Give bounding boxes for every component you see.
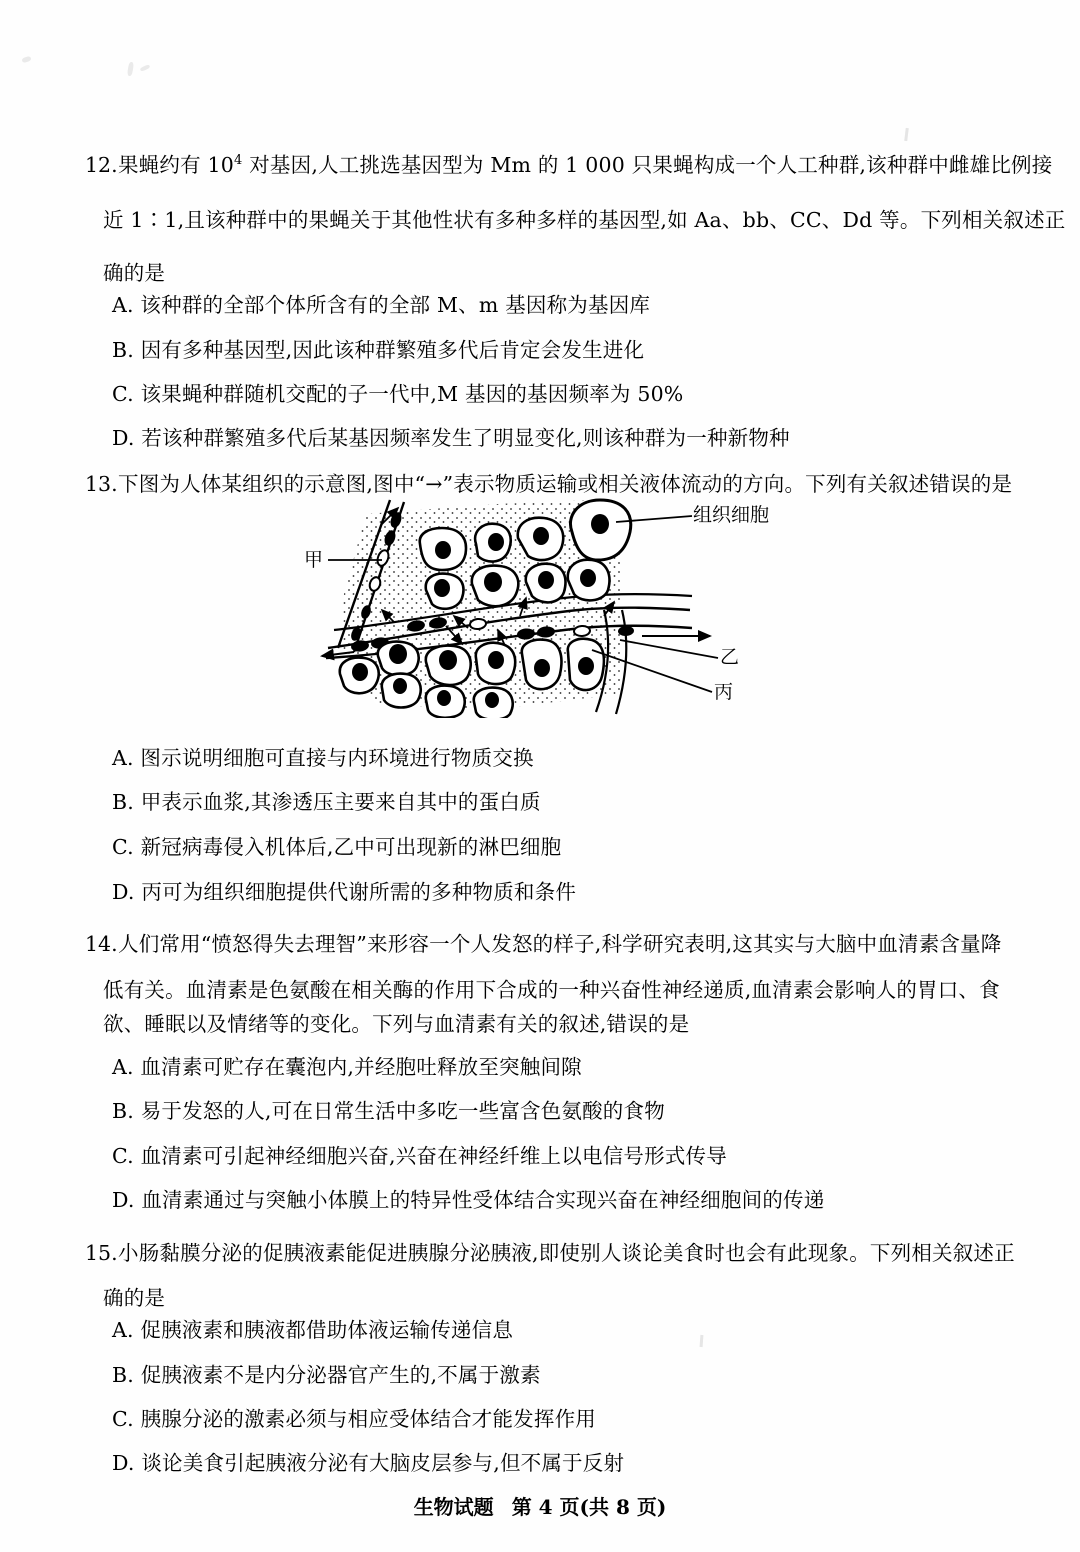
question-13-option-b[interactable]: B. 甲表示血浆,其渗透压主要来自其中的蛋白质 xyxy=(112,790,541,814)
scan-artifact xyxy=(140,64,151,72)
question-12-option-c[interactable]: C. 该果蝇种群随机交配的子一代中,M 基因的基因频率为 50% xyxy=(112,382,684,406)
cell-nucleus xyxy=(488,651,504,669)
question-13-number: 13. xyxy=(85,472,118,496)
cell-nucleus xyxy=(437,690,451,706)
cell-nucleus xyxy=(435,541,451,559)
figure-label-bing: 丙 xyxy=(714,681,734,703)
page-footer xyxy=(0,1497,1080,1517)
question-14-option-b[interactable]: B. 易于发怒的人,可在日常生活中多吃一些富含色氨酸的食物 xyxy=(112,1099,665,1123)
footer-subject: 生物试题 xyxy=(413,1495,494,1519)
scan-artifact xyxy=(127,62,134,77)
scan-artifact xyxy=(21,56,31,64)
vessel-nucleus xyxy=(470,618,487,630)
question-15-stem-line-1: 小肠黏膜分泌的促胰液素能促进胰腺分泌胰液,即使别人谈论美食时也会有此现象。下列相关叙述正 xyxy=(118,1241,1015,1265)
question-13-stem-line-1: 下图为人体某组织的示意图,图中“→”表示物质运输或相关液体流动的方向。下列有关叙述错误的是 xyxy=(118,472,1013,496)
cell-nucleus xyxy=(393,678,407,694)
question-12-stem-line-1 xyxy=(118,155,1052,176)
figure-label-yi: 乙 xyxy=(720,646,740,668)
question-14-stem-line-1: 人们常用“愤怒得失去理智”来形容一个人发怒的样子,科学研究表明,这其实与大脑中血清素含量降 xyxy=(118,932,1002,956)
leader-line-yi xyxy=(620,640,718,658)
question-12-stem-line-3: 确的是 xyxy=(103,261,166,285)
question-14-stem-line-2: 低有关。血清素是色氨酸在相关酶的作用下合成的一种兴奋性神经递质,血清素会影响人的胃口、食 xyxy=(103,978,1000,1002)
question-12-option-a[interactable]: A. 该种群的全部个体所含有的全部 M、m 基因称为基因库 xyxy=(112,293,651,317)
cell-nucleus xyxy=(580,569,596,587)
figure-label-tissue-cell: 组织细胞 xyxy=(693,504,770,526)
question-12-number: 12. xyxy=(85,153,118,177)
stem-text-after-exponent: 对基因,人工挑选基因型为 Mm 的 1 000 只果蝇构成一个人工种群,该种群中雌雄比例接 xyxy=(242,153,1053,177)
scan-artifact xyxy=(700,1335,704,1347)
question-13-option-a[interactable]: A. 图示说明细胞可直接与内环境进行物质交换 xyxy=(112,746,534,770)
figure-label-jia: 甲 xyxy=(304,549,324,571)
question-14-stem-line-3: 欲、睡眠以及情绪等的变化。下列与血清素有关的叙述,错误的是 xyxy=(103,1012,690,1036)
question-15-number: 15. xyxy=(85,1241,118,1265)
question-15-stem-line-2: 确的是 xyxy=(103,1286,166,1310)
question-12-stem-line-2: 近 1∶1,且该种群中的果蝇关于其他性状有多种多样的基因型,如 Aa、bb、CC、Dd 等。下列相关叙述正 xyxy=(103,208,1066,232)
question-12-option-d[interactable]: D. 若该种群繁殖多代后某基因频率发生了明显变化,则该种群为一种新物种 xyxy=(112,426,790,450)
cell-nucleus xyxy=(488,533,504,551)
cell-nucleus xyxy=(389,644,407,664)
question-14-option-c[interactable]: C. 血清素可引起神经细胞兴奋,兴奋在神经纤维上以电信号形式传导 xyxy=(112,1144,727,1168)
question-15-option-a[interactable]: A. 促胰液素和胰液都借助体液运输传递信息 xyxy=(112,1318,514,1342)
cell-nucleus xyxy=(578,657,594,675)
question-14-number: 14. xyxy=(85,932,118,956)
question-13-option-c[interactable]: C. 新冠病毒侵入机体后,乙中可出现新的淋巴细胞 xyxy=(112,835,562,859)
scan-artifact xyxy=(904,128,909,141)
question-12-option-b[interactable]: B. 因有多种基因型,因此该种群繁殖多代后肯定会发生进化 xyxy=(112,338,645,362)
cell-nucleus xyxy=(439,650,457,670)
question-14-option-a[interactable]: A. 血清素可贮存在囊泡内,并经胞吐释放至突触间隙 xyxy=(112,1055,582,1079)
question-13-option-d[interactable]: D. 丙可为组织细胞提供代谢所需的多种物质和条件 xyxy=(112,880,577,904)
cell-nucleus xyxy=(534,659,550,677)
cell-nucleus xyxy=(485,692,499,708)
cell-nucleus xyxy=(591,514,609,534)
vessel-nucleus xyxy=(574,625,591,636)
question-15-option-d[interactable]: D. 谈论美食引起胰液分泌有大脑皮层参与,但不属于反射 xyxy=(112,1451,625,1475)
question-15-option-b[interactable]: B. 促胰液素不是内分泌器官产生的,不属于激素 xyxy=(112,1363,541,1387)
stem-text-before-exponent: 果蝇约有 10 xyxy=(118,153,235,177)
exponent: 4 xyxy=(234,153,243,169)
question-14-option-d[interactable]: D. 血清素通过与突触小体膜上的特异性受体结合实现兴奋在神经细胞间的传递 xyxy=(112,1188,825,1212)
cell-nucleus xyxy=(434,579,450,597)
cell-nucleus xyxy=(352,663,368,681)
cell-nucleus xyxy=(538,571,554,589)
cell-nucleus xyxy=(484,572,502,592)
cell-nucleus xyxy=(533,527,549,545)
footer-page-number: 第 4 页(共 8 页) xyxy=(511,1495,667,1519)
question-15-option-c[interactable]: C. 胰腺分泌的激素必须与相应受体结合才能发挥作用 xyxy=(112,1407,596,1431)
tissue-diagram-svg xyxy=(320,498,780,718)
tissue-diagram xyxy=(304,498,780,718)
